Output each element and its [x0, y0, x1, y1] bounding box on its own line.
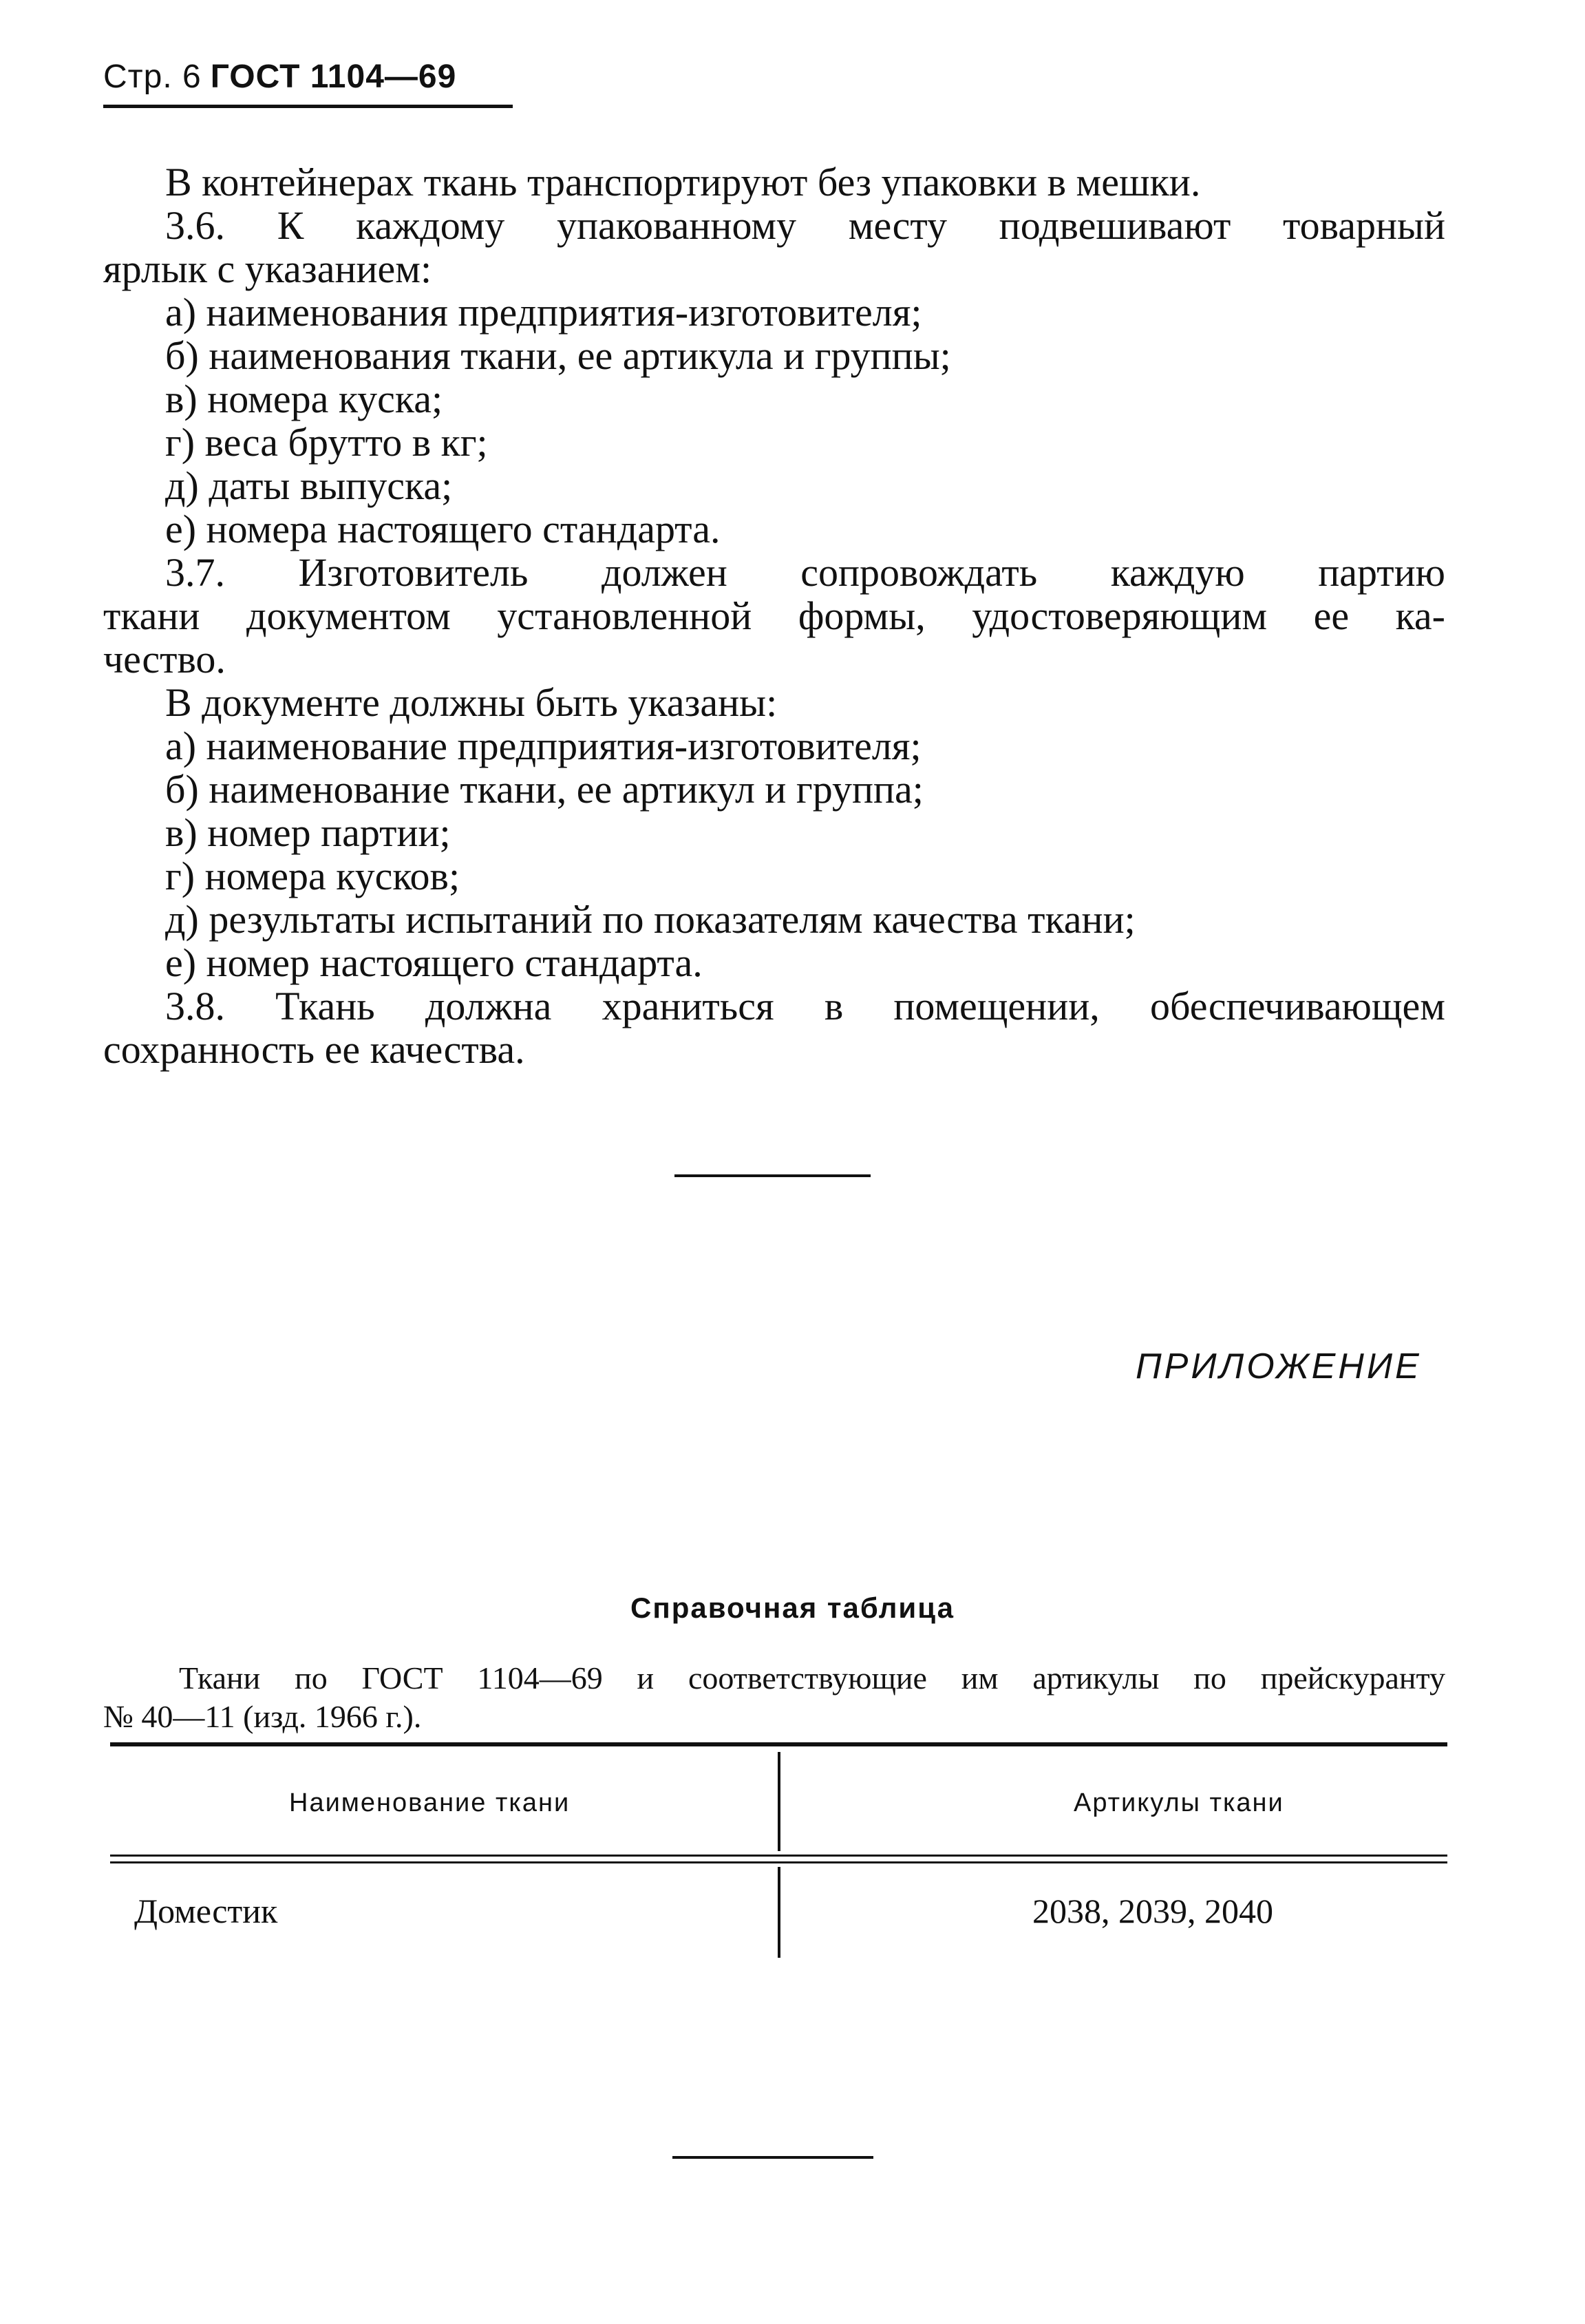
- doc-item-e: е) номер настоящего стандарта.: [165, 940, 703, 985]
- table-header-divider: [778, 1752, 780, 1851]
- label-item-g: г) веса брутто в кг;: [165, 420, 488, 465]
- section-3-8-line-2: сохранность ее качества.: [103, 1027, 525, 1072]
- label-item-d: д) даты выпуска;: [165, 463, 453, 508]
- section-3-7-line-3: чество.: [103, 637, 226, 682]
- label-item-v: в) номера куска;: [165, 377, 443, 421]
- section-3-8-line-1: 3.8. Ткань должна храниться в помещении, обеспечивающем: [165, 984, 1445, 1028]
- doc-item-d: д) результаты испытаний по показателям качества ткани;: [165, 897, 1136, 942]
- page-header: [103, 56, 513, 98]
- main-text: [103, 160, 1445, 1071]
- doc-item-a: а) наименование предприятия-изготовителя;: [165, 723, 922, 768]
- table-body-divider: [778, 1867, 780, 1958]
- label-item-e: е) номера настоящего стандарта.: [165, 507, 721, 551]
- section-3-6-line-1: 3.6. К каждому упакованному месту подвешивают товарный: [165, 203, 1445, 248]
- label-item-a: а) наименования предприятия-изготовителя;: [165, 290, 922, 335]
- doc-item-b: б) наименование ткани, ее артикул и группа;: [165, 767, 924, 812]
- standard-number: ГОСТ 1104—69: [210, 59, 457, 95]
- table-cell-articles: 2038, 2039, 2040: [1032, 1892, 1273, 1930]
- table-header-rule-1: [110, 1855, 1447, 1857]
- appendix-label: ПРИЛОЖЕНИЕ: [1136, 1346, 1422, 1386]
- containers-sentence: В контейнерах ткань транспортируют без упаковки в мешки.: [165, 160, 1201, 204]
- section-3-7-line-1: 3.7. Изготовитель должен сопровождать каждую партию: [165, 550, 1445, 595]
- table-header-articles: Артикулы ткани: [1074, 1788, 1284, 1817]
- table-top-rule: [110, 1742, 1447, 1746]
- end-divider: [672, 2156, 873, 2159]
- doc-item-g: г) номера кусков;: [165, 854, 460, 898]
- header-underline: [103, 105, 513, 108]
- doc-item-v: в) номер партии;: [165, 810, 451, 855]
- table-cell-fabric: Доместик: [134, 1892, 278, 1930]
- table-caption-line-1: Ткани по ГОСТ 1104—69 и соответствующие им артикулы по прейскуранту: [179, 1660, 1445, 1696]
- table-header-rule-2: [110, 1861, 1447, 1863]
- table-header-fabric-name: Наименование ткани: [289, 1788, 571, 1817]
- table-caption-line-2: № 40—11 (изд. 1966 г.).: [103, 1699, 422, 1734]
- section-3-6-line-2: ярлык с указанием:: [103, 246, 432, 291]
- section-divider: [674, 1174, 871, 1177]
- document-intro: В документе должны быть указаны:: [165, 680, 778, 725]
- label-item-b: б) наименования ткани, ее артикула и группы;: [165, 333, 951, 378]
- section-3-7-line-2: ткани документом установленной формы, удостоверяющим ее ка-: [103, 593, 1445, 638]
- table-title: Справочная таблица: [630, 1592, 955, 1624]
- table-caption: [103, 1659, 1445, 1736]
- page-number: Стр. 6: [103, 59, 202, 95]
